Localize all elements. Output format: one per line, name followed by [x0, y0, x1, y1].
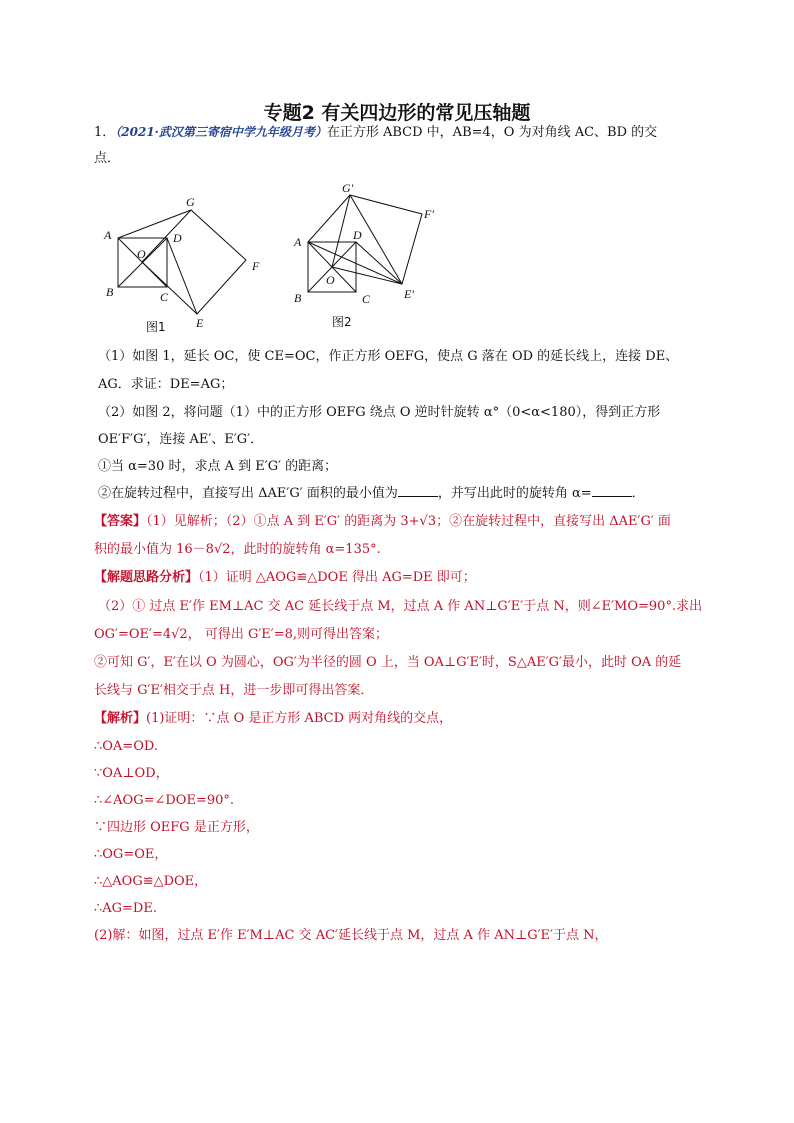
- solution-line-6: ∴OG=OE，: [94, 847, 168, 862]
- answer-line-1: [94, 512, 671, 532]
- fig1-label-a: A: [104, 228, 112, 242]
- fig1-label-d: D: [173, 231, 182, 245]
- square-oefg: [142, 210, 246, 314]
- question-line-2: 点．: [94, 151, 121, 166]
- answer-blank-area: [398, 484, 438, 497]
- solution-line-3: ∵OA⊥OD，: [94, 766, 169, 781]
- answer-label: 【答案】: [94, 514, 147, 529]
- fig1-label-b: B: [106, 285, 114, 299]
- answer-line-2: 积的最小值为 16－8√2，此时的旋转角 α=135°.: [94, 542, 381, 557]
- page-title: 专题2 有关四边形的常见压轴题: [263, 102, 531, 124]
- figure-2: [290, 180, 450, 340]
- fig1-label-o: O: [137, 247, 146, 261]
- fig2-label-f: F′: [424, 207, 434, 221]
- answer-text-1: （1）见解析；（2）①点 A 到 E′G′ 的距离为 3+√3；②在旋转过程中，直接写出 ΔAE′G′ 面: [146, 514, 671, 529]
- question-text: 在正方形 ABCD 中，AB=4，O 为对角线 AC、BD 的交: [326, 125, 658, 140]
- part1-line-1: （1）如图 1，延长 OC，使 CE=OC，作正方形 OEFG，使点 G 落在 OD 的延长线上，连接 DE、: [98, 349, 679, 364]
- solution-line-8: ∴AG=DE.: [94, 901, 157, 916]
- solution-line-5: ∵四边形 OEFG 是正方形，: [94, 820, 259, 835]
- part2-line-2: OE′F′G′，连接 AE′、E′G′．: [98, 432, 264, 447]
- answer-blank-angle: [592, 484, 632, 497]
- sub-question-2-text-b: ，并写出此时的旋转角 α=: [437, 486, 592, 501]
- fig1-label-g: G: [186, 195, 195, 209]
- fig1-caption: 图1: [146, 320, 166, 334]
- analysis-line-2: （2）① 过点 E′作 EM⊥AC 交 AC 延长线于点 M，过点 A 作 AN⊥G′E′于点 N，则∠E′MO=90°.求出: [98, 599, 703, 614]
- solution-line-4: ∴∠AOG=∠DOE=90°.: [94, 793, 235, 808]
- fig2-label-e: E′: [404, 287, 414, 301]
- sub-question-2-text-a: ②在旋转过程中，直接写出 ΔAE′G′ 面积的最小值为: [98, 486, 398, 501]
- analysis-line-3: OG′=OE′=4√2， 可得出 G′E′=8,则可得出答案；: [94, 627, 389, 642]
- segment-de: [167, 238, 197, 314]
- analysis-line-5: 长线与 G′E′相交于点 H，进一步即可得出答案．: [94, 683, 374, 698]
- analysis-label: 【解题思路分析】: [94, 570, 199, 585]
- analysis-line-4: ②可知 G′，E′在以 O 为圆心，OG′为半径的圆 O 上，当 OA⊥G′E′时，S△AE′G′最小，此时 OA 的延: [94, 655, 682, 670]
- figure-1: [100, 190, 270, 340]
- question-source: （2021·武汉第三寄宿中学九年级月考）: [115, 125, 327, 139]
- fig2-caption: 图2: [332, 315, 352, 329]
- analysis-text-1: （1）证明 △AOG≌△DOE 得出 AG=DE 即可；: [198, 570, 476, 585]
- fig2-label-o: O: [326, 273, 335, 287]
- square-oe-f-g: [332, 195, 422, 284]
- part2-line-1: （2）如图 2，将问题（1）中的正方形 OEFG 绕点 O 逆时针旋转 α°（0<α<180），得到正方形: [98, 405, 661, 420]
- fig2-label-c: C: [362, 292, 371, 306]
- fig1-label-e: E: [196, 316, 204, 330]
- solution-line-2: ∴OA=OD.: [94, 739, 158, 754]
- solution-line-9: (2)解：如图，过点 E′作 E′M⊥AC 交 AC′延长线于点 M，过点 A 作 AN⊥G′E′于点 N，: [94, 928, 608, 943]
- solution-line-1: [94, 709, 452, 729]
- question-number: 1．: [94, 125, 116, 140]
- analysis-line-1: [94, 568, 476, 588]
- part1-line-2: AG．求证：DE=AG；: [98, 377, 234, 392]
- sub-question-2: [98, 484, 645, 504]
- fig2-label-d: D: [353, 228, 362, 242]
- solution-label: 【解析】: [94, 711, 147, 726]
- solution-line-7: ∴△AOG≌△DOE，: [94, 874, 208, 889]
- question-line-1: [94, 122, 657, 143]
- fig2-label-a: A: [294, 235, 302, 249]
- fig2-label-b: B: [294, 291, 302, 305]
- segment-de: [356, 242, 402, 284]
- fig1-label-f: F: [252, 259, 260, 273]
- fig1-label-c: C: [160, 290, 169, 304]
- fig2-label-g: G′: [342, 181, 354, 195]
- solution-text-1: (1)证明：∵点 O 是正方形 ABCD 两对角线的交点，: [146, 711, 453, 726]
- sub-question-2-text-c: ．: [631, 486, 645, 501]
- sub-question-1: ①当 α=30 时，求点 A 到 E′G′ 的距离；: [98, 459, 338, 474]
